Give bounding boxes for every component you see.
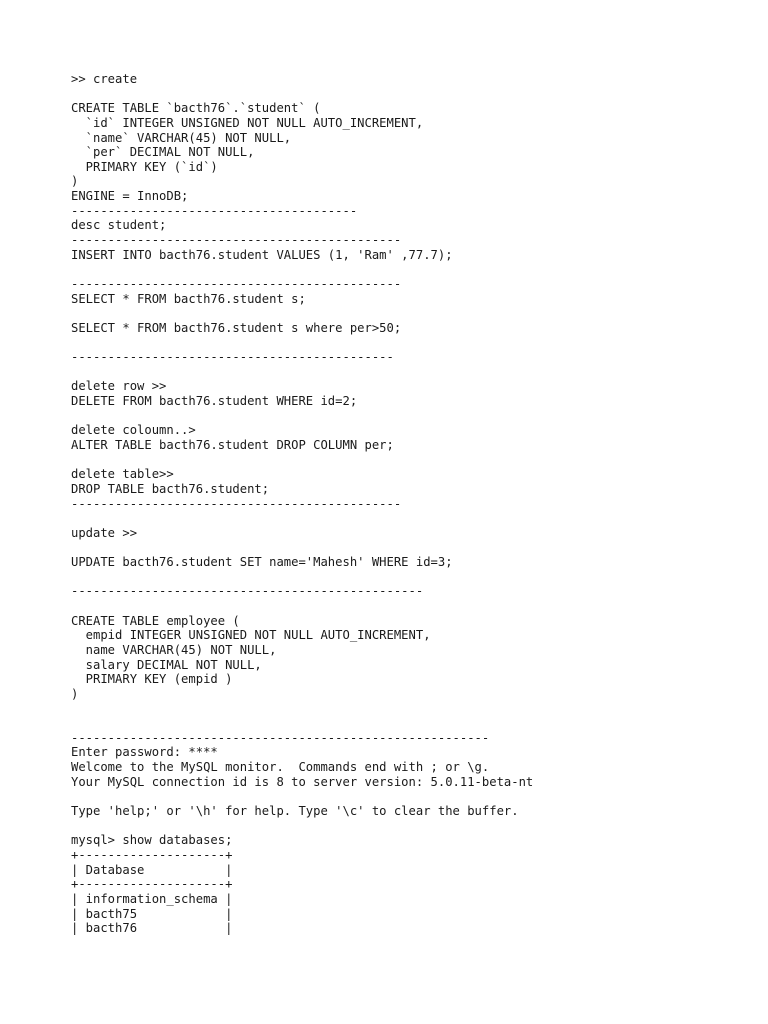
text-line: update >> (71, 525, 138, 540)
text-line: empid INTEGER UNSIGNED NOT NULL AUTO_INCREMENT, (71, 628, 431, 643)
text-line: Enter password: **** (71, 745, 218, 760)
blank-line (71, 511, 751, 526)
blank-line (71, 716, 751, 731)
text-line: mysql> show databases; (71, 833, 233, 848)
text-line: desc student; (71, 218, 167, 233)
blank-line (71, 453, 751, 468)
text-line: DROP TABLE bacth76.student; (71, 481, 270, 496)
text-line: | information_schema | (71, 891, 233, 906)
text-line: delete table>> (71, 467, 174, 482)
text-line: salary DECIMAL NOT NULL, (71, 657, 262, 672)
blank-line (71, 789, 751, 804)
text-line: ) (71, 174, 79, 189)
blank-line (71, 541, 751, 556)
text-line: --------------------------------------------- (71, 276, 402, 291)
text-line: +--------------------+ (71, 847, 233, 862)
blank-line (71, 365, 751, 380)
text-line: `name` VARCHAR(45) NOT NULL, (71, 130, 292, 145)
text-line: +--------------------+ (71, 877, 233, 892)
text-line: UPDATE bacth76.student SET name='Mahesh' WHERE id=3; (71, 555, 453, 570)
text-line: ENGINE = InnoDB; (71, 189, 189, 204)
code-listing (71, 72, 751, 936)
text-line: >> create (71, 72, 138, 86)
blank-line (71, 87, 751, 102)
text-line: PRIMARY KEY (`id`) (71, 159, 218, 174)
text-line: Type 'help;' or '\h' for help. Type '\c' to clear the buffer. (71, 804, 519, 819)
text-line: `id` INTEGER UNSIGNED NOT NULL AUTO_INCREMENT, (71, 115, 424, 130)
text-line: | bacth76 | (71, 921, 233, 936)
blank-line (71, 570, 751, 585)
text-line: Your MySQL connection id is 8 to server version: 5.0.11-beta-nt (71, 774, 534, 789)
text-line: --------------------------------------------------------- (71, 730, 490, 745)
text-line: Welcome to the MySQL monitor. Commands end with ; or \g. (71, 760, 490, 775)
blank-line (71, 306, 751, 321)
blank-line (71, 599, 751, 614)
text-line: --------------------------------------------- (71, 496, 402, 511)
text-line: | Database | (71, 862, 233, 877)
text-line: name VARCHAR(45) NOT NULL, (71, 642, 277, 657)
text-line: --------------------------------------- (71, 203, 358, 218)
text-line: INSERT INTO bacth76.student VALUES (1, 'Ram' ,77.7); (71, 247, 453, 262)
text-line: DELETE FROM bacth76.student WHERE id=2; (71, 394, 358, 409)
blank-line (71, 336, 751, 351)
blank-line (71, 702, 751, 717)
text-line: | bacth75 | (71, 906, 233, 921)
text-line: `per` DECIMAL NOT NULL, (71, 145, 255, 160)
text-line: ------------------------------------------------ (71, 584, 424, 599)
text-line: ALTER TABLE bacth76.student DROP COLUMN per; (71, 438, 394, 453)
text-line: --------------------------------------------- (71, 233, 402, 248)
text-line: CREATE TABLE `bacth76`.`student` ( (71, 101, 321, 116)
blank-line (71, 409, 751, 424)
blank-line (71, 819, 751, 834)
text-line: delete coloumn..> (71, 423, 196, 438)
text-line: -------------------------------------------- (71, 350, 394, 365)
text-line: ) (71, 686, 79, 701)
text-line: SELECT * FROM bacth76.student s; (71, 291, 306, 306)
blank-line (71, 262, 751, 277)
text-line: delete row >> (71, 379, 167, 394)
text-line: PRIMARY KEY (empid ) (71, 672, 233, 687)
document-page (71, 72, 751, 936)
text-line: CREATE TABLE employee ( (71, 613, 240, 628)
text-line: SELECT * FROM bacth76.student s where per>50; (71, 320, 402, 335)
